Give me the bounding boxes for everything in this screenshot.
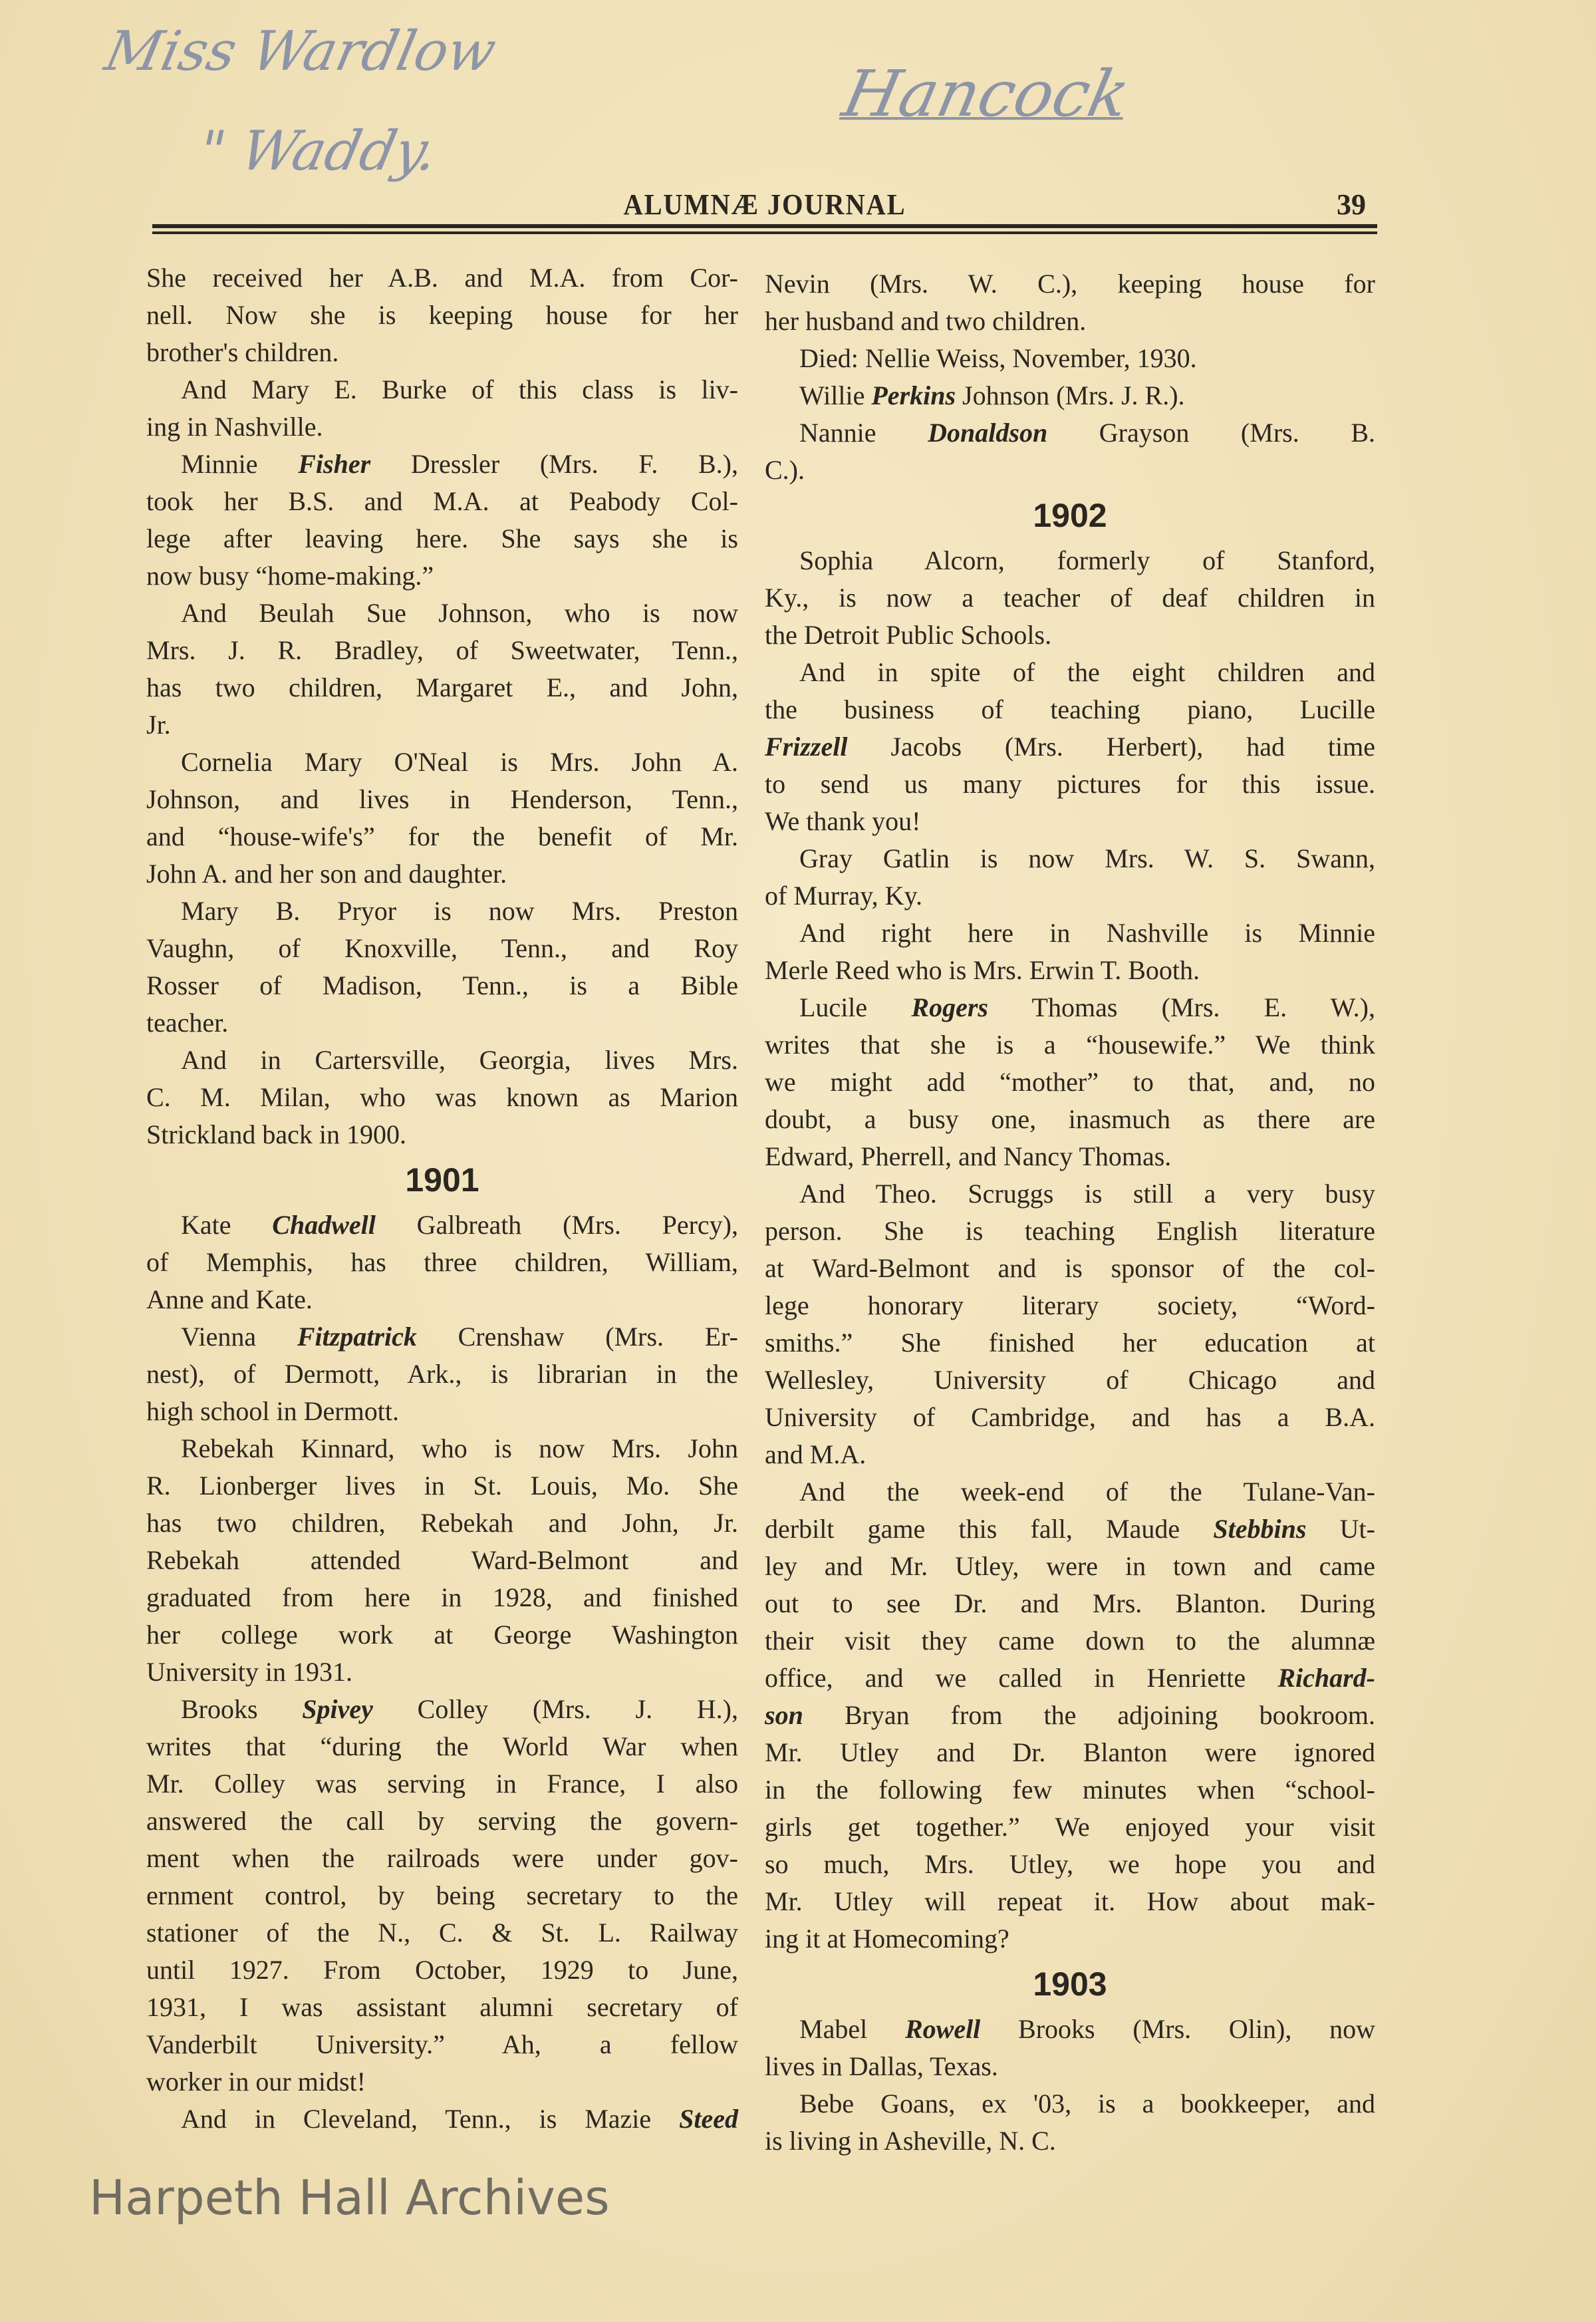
paragraph xyxy=(765,1473,1375,1958)
text-segment: And in Cartersville, Georgia, lives Mrs. xyxy=(181,1045,738,1075)
maiden-name: Rowell xyxy=(904,2014,981,2044)
text-segment: person. She is teaching English literature xyxy=(765,1216,1375,1246)
text-segment: the Detroit Public Schools. xyxy=(765,620,1052,650)
header-rule xyxy=(152,231,1377,234)
paragraph xyxy=(765,989,1375,1175)
text-segment: ley and Mr. Utley, were in town and came xyxy=(765,1551,1375,1581)
text-segment: University in 1931. xyxy=(146,1657,352,1687)
text-line xyxy=(146,1505,738,1542)
text-segment: R. Lionberger lives in St. Louis, Mo. She xyxy=(146,1471,738,1501)
text-line xyxy=(146,669,738,706)
text-line xyxy=(765,691,1375,728)
text-line xyxy=(146,334,738,371)
text-segment: Mabel xyxy=(799,2014,905,2044)
text-segment: lege honorary literary society, “Word- xyxy=(765,1290,1375,1320)
text-line xyxy=(765,1213,1375,1250)
maiden-name: son xyxy=(765,1700,803,1730)
text-line xyxy=(765,2122,1375,2160)
text-segment: Anne and Kate. xyxy=(146,1284,313,1314)
handwritten-note: Hancock xyxy=(837,57,1136,131)
text-line xyxy=(765,1362,1375,1399)
text-segment: 1931, I was assistant alumni secretary of xyxy=(146,1992,738,2022)
text-segment: Mary B. Pryor is now Mrs. Preston xyxy=(181,896,738,926)
text-segment: took her B.S. and M.A. at Peabody Col- xyxy=(146,486,738,516)
text-line xyxy=(146,259,738,297)
paragraph xyxy=(765,840,1375,915)
text-segment: has two children, Margaret E., and John, xyxy=(146,672,738,702)
paragraph xyxy=(765,340,1375,377)
text-line xyxy=(765,303,1375,340)
text-line xyxy=(765,654,1375,691)
maiden-name: Frizzell xyxy=(765,732,848,762)
journal-title: ALUMNÆ JOURNAL xyxy=(623,188,906,221)
text-segment: University of Cambridge, and has a B.A. xyxy=(765,1402,1375,1432)
text-segment: Vienna xyxy=(181,1322,297,1352)
text-segment: Galbreath (Mrs. Percy), xyxy=(375,1210,738,1240)
maiden-name: Fisher xyxy=(298,449,371,479)
paragraph xyxy=(146,744,738,893)
text-line xyxy=(765,1064,1375,1101)
paragraph xyxy=(146,371,738,446)
text-segment: her husband and two children. xyxy=(765,306,1087,336)
handwritten-note: " Waddy. xyxy=(192,120,444,183)
text-line xyxy=(765,1138,1375,1175)
text-segment: writes that “during the World War when xyxy=(146,1731,738,1761)
text-line xyxy=(146,744,738,781)
text-line xyxy=(765,1511,1375,1548)
paragraph xyxy=(146,1207,738,1318)
text-line xyxy=(146,1952,738,1989)
text-segment: Jacobs (Mrs. Herbert), had time xyxy=(847,732,1375,762)
class-year-heading: 1902 xyxy=(1033,497,1107,534)
text-line xyxy=(765,1026,1375,1064)
text-line xyxy=(765,2011,1375,2048)
text-segment: And the week-end of the Tulane-Van- xyxy=(799,1477,1375,1507)
text-segment: writes that she is a “housewife.” We think xyxy=(765,1030,1375,1060)
text-line xyxy=(765,1920,1375,1958)
text-segment: And Theo. Scruggs is still a very busy xyxy=(799,1179,1375,1209)
text-line xyxy=(765,1660,1375,1697)
text-line xyxy=(765,1697,1375,1734)
text-line xyxy=(765,579,1375,617)
text-segment: Willie xyxy=(799,380,872,410)
maiden-name: Spivey xyxy=(302,1694,373,1724)
text-line xyxy=(146,408,738,446)
text-line xyxy=(765,2048,1375,2085)
text-line xyxy=(146,1318,738,1356)
text-line xyxy=(765,840,1375,877)
text-line xyxy=(146,1207,738,1244)
text-line xyxy=(765,2085,1375,2122)
paragraph xyxy=(146,1691,738,2101)
text-line xyxy=(146,855,738,893)
text-line xyxy=(146,297,738,334)
text-segment: of Murray, Ky. xyxy=(765,881,922,911)
text-line xyxy=(146,1244,738,1281)
text-line xyxy=(765,1883,1375,1920)
maiden-name: Richard- xyxy=(1277,1663,1375,1693)
text-line xyxy=(765,265,1375,303)
handwritten-note: Miss Wardlow xyxy=(99,20,502,83)
text-line xyxy=(765,377,1375,414)
paragraph xyxy=(765,2011,1375,2085)
maiden-name: Chadwell xyxy=(272,1210,376,1240)
text-segment: Crenshaw (Mrs. Er- xyxy=(416,1322,738,1352)
text-line xyxy=(146,595,738,632)
text-segment: smiths.” She finished her education at xyxy=(765,1328,1375,1358)
header-rule xyxy=(152,224,1377,228)
maiden-name: Steed xyxy=(679,2104,738,2134)
text-line xyxy=(146,1803,738,1840)
text-segment: Cornelia Mary O'Neal is Mrs. John A. xyxy=(181,747,738,777)
text-line xyxy=(765,1287,1375,1324)
text-line xyxy=(146,781,738,818)
text-line xyxy=(765,877,1375,915)
text-segment: Ky., is now a teacher of deaf children in xyxy=(765,583,1375,613)
text-segment: Sophia Alcorn, formerly of Stanford, xyxy=(799,545,1375,575)
text-segment: the business of teaching piano, Lucille xyxy=(765,694,1375,724)
text-line xyxy=(146,1116,738,1153)
text-line xyxy=(146,2101,738,2138)
text-segment: Nannie xyxy=(799,418,928,448)
text-segment: stationer of the N., C. & St. L. Railway xyxy=(146,1918,738,1948)
text-line xyxy=(765,1809,1375,1846)
text-line xyxy=(765,915,1375,952)
text-segment: C. M. Milan, who was known as Marion xyxy=(146,1082,738,1112)
text-line xyxy=(146,483,738,520)
paragraph xyxy=(146,446,738,595)
text-line xyxy=(146,1989,738,2026)
text-segment: Dressler (Mrs. F. B.), xyxy=(370,449,738,479)
text-line xyxy=(146,1765,738,1803)
text-segment: Vaughn, of Knoxville, Tenn., and Roy xyxy=(146,933,738,963)
text-segment: answered the call by serving the govern- xyxy=(146,1806,738,1836)
text-segment: Edward, Pherrell, and Nancy Thomas. xyxy=(765,1141,1172,1171)
text-line xyxy=(146,557,738,595)
text-line xyxy=(765,1399,1375,1436)
text-segment: We thank you! xyxy=(765,806,921,836)
text-segment: Gray Gatlin is now Mrs. W. S. Swann, xyxy=(799,843,1375,873)
text-line xyxy=(765,989,1375,1026)
text-segment: And right here in Nashville is Minnie xyxy=(799,918,1375,948)
text-line xyxy=(765,1473,1375,1511)
text-segment: of Memphis, has three children, William, xyxy=(146,1247,738,1277)
text-line xyxy=(765,452,1375,489)
paragraph xyxy=(765,542,1375,654)
text-segment: Minnie xyxy=(181,449,299,479)
paragraph xyxy=(146,2101,738,2138)
class-year-heading: 1901 xyxy=(405,1161,479,1199)
text-line xyxy=(146,1467,738,1505)
text-segment: Colley (Mrs. J. H.), xyxy=(372,1694,738,1724)
text-line xyxy=(146,1914,738,1952)
text-segment: Ut- xyxy=(1306,1514,1375,1544)
text-segment: nest), of Dermott, Ark., is librarian in the xyxy=(146,1359,738,1389)
text-line xyxy=(146,2026,738,2063)
text-segment: Rosser of Madison, Tenn., is a Bible xyxy=(146,970,738,1000)
paragraph xyxy=(146,893,738,1042)
class-year-heading: 1903 xyxy=(1033,1965,1107,2003)
paragraph xyxy=(765,265,1375,340)
text-segment: Kate xyxy=(181,1210,273,1240)
text-segment: girls get together.” We enjoyed your visit xyxy=(765,1812,1375,1842)
text-line xyxy=(765,1324,1375,1362)
maiden-name: Rogers xyxy=(911,992,988,1022)
text-segment: her college work at George Washington xyxy=(146,1620,738,1650)
text-segment: brother's children. xyxy=(146,337,339,367)
text-segment: Bebe Goans, ex '03, is a bookkeeper, and xyxy=(799,2089,1375,2118)
text-line xyxy=(146,1654,738,1691)
text-segment: ing in Nashville. xyxy=(146,412,323,442)
text-line xyxy=(765,1548,1375,1585)
text-segment: And in Cleveland, Tenn., is Mazie xyxy=(181,2104,680,2134)
text-segment: John A. and her son and daughter. xyxy=(146,859,507,889)
text-line xyxy=(765,1175,1375,1213)
text-line xyxy=(765,1622,1375,1660)
text-line xyxy=(146,893,738,930)
text-segment: has two children, Rebekah and John, Jr. xyxy=(146,1508,738,1538)
text-segment: ing it at Homecoming? xyxy=(765,1924,1009,1954)
text-line xyxy=(146,1004,738,1042)
text-segment: Brooks xyxy=(181,1694,303,1724)
text-segment: Grayson (Mrs. B. xyxy=(1047,418,1375,448)
text-line xyxy=(765,766,1375,803)
text-line xyxy=(765,728,1375,766)
text-line xyxy=(146,632,738,669)
text-line xyxy=(146,1281,738,1318)
text-line xyxy=(765,1585,1375,1622)
text-segment: ernment control, by being secretary to the xyxy=(146,1880,738,1910)
text-segment: Mr. Colley was serving in France, I also xyxy=(146,1769,738,1799)
text-line xyxy=(765,414,1375,452)
text-line xyxy=(765,1846,1375,1883)
paragraph xyxy=(146,1430,738,1691)
text-segment: is living in Asheville, N. C. xyxy=(765,2126,1056,2156)
text-segment: out to see Dr. and Mrs. Blanton. During xyxy=(765,1588,1375,1618)
text-segment: we might add “mother” to that, and, no xyxy=(765,1067,1375,1097)
text-line xyxy=(146,1691,738,1728)
text-segment: nell. Now she is keeping house for her xyxy=(146,300,738,330)
text-segment: high school in Dermott. xyxy=(146,1396,399,1426)
text-segment: in the following few minutes when “school- xyxy=(765,1775,1375,1805)
text-segment: Mr. Utley and Dr. Blanton were ignored xyxy=(765,1737,1375,1767)
text-line xyxy=(765,1101,1375,1138)
text-segment: and “house-wife's” for the benefit of Mr. xyxy=(146,821,738,851)
text-segment: Rebekah Kinnard, who is now Mrs. John xyxy=(181,1433,738,1463)
maiden-name: Perkins xyxy=(871,380,956,410)
text-line xyxy=(146,930,738,967)
paragraph xyxy=(765,414,1375,489)
right-column xyxy=(765,265,1375,2160)
text-line xyxy=(765,1436,1375,1473)
text-segment: doubt, a busy one, inasmuch as there are xyxy=(765,1104,1375,1134)
text-segment: And Beulah Sue Johnson, who is now xyxy=(181,598,738,628)
text-line xyxy=(765,1250,1375,1287)
text-line xyxy=(765,803,1375,840)
text-line xyxy=(146,967,738,1004)
text-line xyxy=(146,446,738,483)
paragraph xyxy=(146,1318,738,1430)
text-segment: Merle Reed who is Mrs. Erwin T. Booth. xyxy=(765,955,1200,985)
text-segment: Nevin (Mrs. W. C.), keeping house for xyxy=(765,269,1375,299)
text-line xyxy=(146,1840,738,1877)
text-segment: graduated from here in 1928, and finished xyxy=(146,1582,738,1612)
text-segment: and M.A. xyxy=(765,1439,866,1469)
text-line xyxy=(146,1393,738,1430)
text-line xyxy=(765,617,1375,654)
text-line xyxy=(146,1616,738,1654)
text-segment: Jr. xyxy=(146,710,171,740)
maiden-name: Donaldson xyxy=(928,418,1048,448)
text-line xyxy=(146,1430,738,1467)
text-segment: at Ward-Belmont and is sponsor of the col- xyxy=(765,1253,1375,1283)
text-segment: lege after leaving here. She says she is xyxy=(146,523,738,553)
text-segment: She received her A.B. and M.A. from Cor- xyxy=(146,263,738,293)
maiden-name: Stebbins xyxy=(1213,1514,1307,1544)
text-segment: Lucile xyxy=(799,992,912,1022)
text-segment: derbilt game this fall, Maude xyxy=(765,1514,1214,1544)
text-segment: Johnson, and lives in Henderson, Tenn., xyxy=(146,784,738,814)
maiden-name: Fitzpatrick xyxy=(297,1322,417,1352)
text-segment: And Mary E. Burke of this class is liv- xyxy=(181,374,738,404)
archive-watermark: Harpeth Hall Archives xyxy=(89,2170,610,2226)
text-line xyxy=(765,1771,1375,1809)
text-segment: Mrs. J. R. Bradley, of Sweetwater, Tenn., xyxy=(146,635,738,665)
text-line xyxy=(765,952,1375,989)
text-line xyxy=(146,1579,738,1616)
text-segment: worker in our midst! xyxy=(146,2067,366,2097)
text-segment: to send us many pictures for this issue. xyxy=(765,769,1375,799)
paragraph xyxy=(146,595,738,744)
text-line xyxy=(146,1728,738,1765)
page-number: 39 xyxy=(1337,188,1366,221)
text-line xyxy=(146,1356,738,1393)
text-segment: And in spite of the eight children and xyxy=(799,657,1375,687)
text-segment: Wellesley, University of Chicago and xyxy=(765,1365,1375,1395)
text-segment: teacher. xyxy=(146,1008,229,1038)
text-segment: now busy “home-making.” xyxy=(146,561,434,591)
text-segment: Vanderbilt University.” Ah, a fellow xyxy=(146,2029,738,2059)
text-segment: so much, Mrs. Utley, we hope you and xyxy=(765,1849,1375,1879)
text-line xyxy=(146,520,738,557)
text-line xyxy=(146,818,738,855)
text-segment: ment when the railroads were under gov- xyxy=(146,1843,738,1873)
text-line xyxy=(146,371,738,408)
text-segment: C.). xyxy=(765,455,805,485)
paragraph xyxy=(765,654,1375,840)
text-segment: Johnson (Mrs. J. R.). xyxy=(956,380,1185,410)
text-line xyxy=(765,340,1375,377)
paragraph xyxy=(765,1175,1375,1473)
text-segment: office, and we called in Henriette xyxy=(765,1663,1278,1693)
text-line xyxy=(146,1542,738,1579)
text-line xyxy=(146,1042,738,1079)
paragraph xyxy=(146,259,738,371)
text-line xyxy=(765,1734,1375,1771)
paragraph xyxy=(146,1042,738,1153)
text-line xyxy=(146,1079,738,1116)
left-column xyxy=(146,259,738,2138)
text-segment: until 1927. From October, 1929 to June, xyxy=(146,1955,738,1985)
text-segment: Died: Nellie Weiss, November, 1930. xyxy=(799,343,1197,373)
text-line xyxy=(146,1877,738,1914)
text-segment: Thomas (Mrs. E. W.), xyxy=(988,992,1376,1022)
text-line xyxy=(146,2063,738,2101)
text-line xyxy=(765,542,1375,579)
text-segment: their visit they came down to the alumnæ xyxy=(765,1626,1375,1656)
text-line xyxy=(146,706,738,744)
paragraph xyxy=(765,2085,1375,2160)
text-segment: Brooks (Mrs. Olin), now xyxy=(980,2014,1375,2044)
text-segment: Rebekah attended Ward-Belmont and xyxy=(146,1545,738,1575)
text-segment: Mr. Utley will repeat it. How about mak- xyxy=(765,1886,1375,1916)
paragraph xyxy=(765,915,1375,989)
text-segment: Strickland back in 1900. xyxy=(146,1119,407,1149)
text-segment: Bryan from the adjoining bookroom. xyxy=(803,1700,1375,1730)
paragraph xyxy=(765,377,1375,414)
text-segment: lives in Dallas, Texas. xyxy=(765,2051,998,2081)
